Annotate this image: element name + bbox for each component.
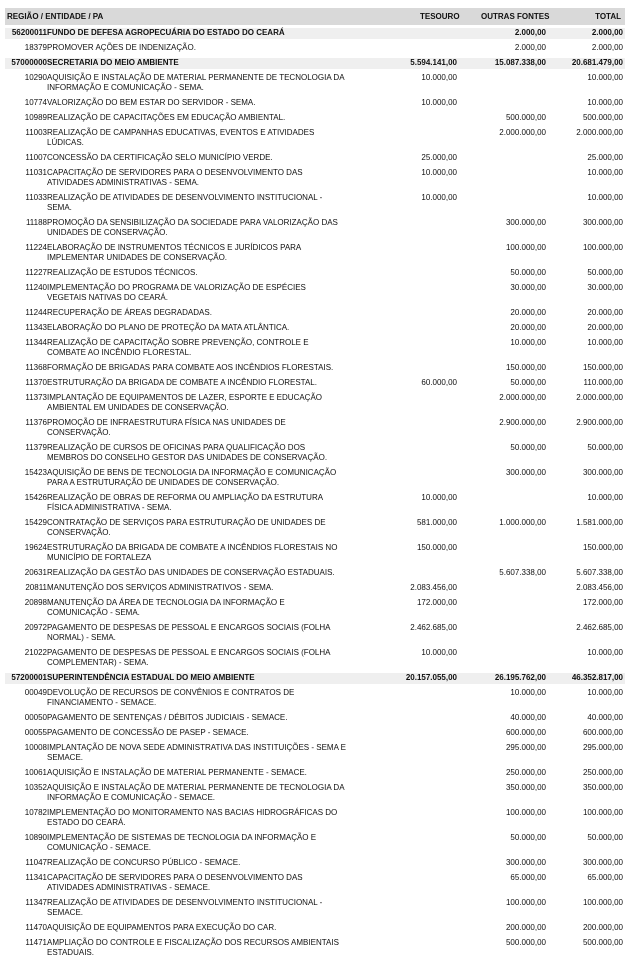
row-description: CONTRATAÇÃO DE SERVIÇOS PARA ESTRUTURAÇÃO DE UNIDADES DE CONSERVAÇÃO. xyxy=(47,518,326,537)
row-outras-fontes: 295.000,00 xyxy=(505,743,546,752)
row-total: 250.000,00 xyxy=(582,768,623,777)
row-outras-fontes: 50.000,00 xyxy=(510,443,546,452)
row-outras-fontes: 2.900.000,00 xyxy=(499,418,546,427)
row-tesouro: 25.000,00 xyxy=(421,153,457,162)
table-row xyxy=(5,193,625,214)
row-description: REALIZAÇÃO DE ATIVIDADES DE DESENVOLVIMENTO INSTITUCIONAL - SEMACE. xyxy=(47,898,323,917)
row-code: 10008 xyxy=(24,743,47,752)
row-code: 57000000 xyxy=(11,58,47,67)
row-outras-fontes: 100.000,00 xyxy=(505,898,546,907)
table-row xyxy=(5,623,625,644)
row-description: IMPLEMENTAÇÃO DE SISTEMAS DE TECNOLOGIA DA INFORMAÇÃO E COMUNICAÇÃO - SEMACE. xyxy=(47,833,317,852)
row-outras-fontes: 300.000,00 xyxy=(505,218,546,227)
row-code: 11240 xyxy=(25,283,47,292)
row-outras-fontes: 2.000.000,00 xyxy=(499,393,546,402)
table-row xyxy=(5,468,625,489)
row-code: 19624 xyxy=(24,543,47,552)
row-outras-fontes: 10.000,00 xyxy=(510,338,546,347)
row-total: 350.000,00 xyxy=(582,783,623,792)
row-total: 295.000,00 xyxy=(582,743,623,752)
entity-row xyxy=(5,673,625,684)
row-outras-fontes: 100.000,00 xyxy=(505,243,546,252)
row-code: 11047 xyxy=(25,858,47,867)
row-description: FUNDO DE DEFESA AGROPECUÁRIA DO ESTADO DO CEARÁ xyxy=(47,28,285,37)
row-total: 300.000,00 xyxy=(582,218,623,227)
row-total: 20.681.479,00 xyxy=(571,58,623,67)
table-row xyxy=(5,493,625,514)
row-code: 20898 xyxy=(24,598,47,607)
row-description: PROMOÇÃO DA SENSIBILIZAÇÃO DA SOCIEDADE PARA VALORIZAÇÃO DAS UNIDADES DE CONSERVAÇÃO. xyxy=(47,218,338,237)
row-description: PAGAMENTO DE SENTENÇAS / DÉBITOS JUDICIAIS - SEMACE. xyxy=(47,713,288,722)
row-outras-fontes: 100.000,00 xyxy=(505,808,546,817)
table-row xyxy=(5,568,625,579)
table-row xyxy=(5,808,625,829)
row-code: 11470 xyxy=(25,923,47,932)
header-regiao: REGIÃO / ENTIDADE / PA xyxy=(7,12,104,21)
row-outras-fontes: 150.000,00 xyxy=(505,363,546,372)
row-description: AQUISIÇÃO E INSTALAÇÃO DE MATERIAL PERMANENTE DE TECNOLOGIA DA INFORMAÇÃO E COMUNICAÇÃO - SEMACE. xyxy=(47,783,345,802)
row-description: PAGAMENTO DE CONCESSÃO DE PASEP - SEMACE. xyxy=(47,728,249,737)
row-tesouro: 150.000,00 xyxy=(416,543,457,552)
row-code: 11224 xyxy=(25,243,47,252)
table-row xyxy=(5,363,625,374)
row-code: 11227 xyxy=(25,268,47,277)
row-total: 172.000,00 xyxy=(582,598,623,607)
row-code: 11373 xyxy=(25,393,47,402)
table-row xyxy=(5,923,625,934)
row-total: 600.000,00 xyxy=(582,728,623,737)
row-description: ELABORAÇÃO DE INSTRUMENTOS TÉCNICOS E JURÍDICOS PARA IMPLEMENTAR UNIDADES DE CONSERVAÇÃO. xyxy=(47,243,301,262)
row-description: SECRETARIA DO MEIO AMBIENTE xyxy=(47,58,179,67)
row-total: 300.000,00 xyxy=(582,858,623,867)
row-code: 11007 xyxy=(25,153,47,162)
row-total: 150.000,00 xyxy=(582,363,623,372)
row-code: 11188 xyxy=(25,218,47,227)
row-description: AQUISIÇÃO DE EQUIPAMENTOS PARA EXECUÇÃO DO CAR. xyxy=(47,923,277,932)
row-description: VALORIZAÇÃO DO BEM ESTAR DO SERVIDOR - SEMA. xyxy=(47,98,256,107)
table-row xyxy=(5,98,625,109)
row-outras-fontes: 300.000,00 xyxy=(505,858,546,867)
table-row xyxy=(5,833,625,854)
row-description: DEVOLUÇÃO DE RECURSOS DE CONVÊNIOS E CONTRATOS DE FINANCIAMENTO - SEMACE. xyxy=(47,688,295,707)
row-outras-fontes: 300.000,00 xyxy=(505,468,546,477)
row-description: AQUISIÇÃO DE BENS DE TECNOLOGIA DA INFORMAÇÃO E COMUNICAÇÃO PARA A ESTRUTURAÇÃO DE UNIDADES DE CONSERVAÇÃO. xyxy=(47,468,337,487)
table-row xyxy=(5,113,625,124)
row-outras-fontes: 600.000,00 xyxy=(505,728,546,737)
row-tesouro: 581.000,00 xyxy=(416,518,457,527)
table-row xyxy=(5,393,625,414)
row-total: 300.000,00 xyxy=(582,468,623,477)
row-total: 20.000,00 xyxy=(587,323,623,332)
row-outras-fontes: 10.000,00 xyxy=(510,688,546,697)
row-total: 1.581.000,00 xyxy=(576,518,623,527)
row-outras-fontes: 500.000,00 xyxy=(505,113,546,122)
row-description: REALIZAÇÃO DE CAMPANHAS EDUCATIVAS, EVENTOS E ATIVIDADES LÚDICAS. xyxy=(47,128,315,147)
row-code: 11376 xyxy=(25,418,47,427)
row-code: 20811 xyxy=(25,583,47,592)
table-row xyxy=(5,323,625,334)
table-row xyxy=(5,858,625,869)
table-row xyxy=(5,443,625,464)
budget-table xyxy=(5,8,625,963)
row-description: IMPLEMENTAÇÃO DO PROGRAMA DE VALORIZAÇÃO DE ESPÉCIES VEGETAIS NATIVAS DO CEARÁ. xyxy=(47,283,306,302)
row-outras-fontes: 65.000,00 xyxy=(510,873,546,882)
row-total: 2.462.685,00 xyxy=(576,623,623,632)
row-outras-fontes: 50.000,00 xyxy=(510,268,546,277)
table-row xyxy=(5,218,625,239)
row-description: REALIZAÇÃO DA GESTÃO DAS UNIDADES DE CONSERVAÇÃO ESTADUAIS. xyxy=(47,568,335,577)
row-description: MANUTENÇÃO DOS SERVIÇOS ADMINISTRATIVOS - SEMA. xyxy=(47,583,274,592)
row-code: 15426 xyxy=(24,493,47,502)
row-code: 11370 xyxy=(25,378,47,387)
row-code: 56200011 xyxy=(11,28,47,37)
row-code: 00049 xyxy=(24,688,47,697)
row-description: AQUISIÇÃO E INSTALAÇÃO DE MATERIAL PERMANENTE - SEMACE. xyxy=(47,768,307,777)
row-code: 15429 xyxy=(24,518,47,527)
row-total: 46.352.817,00 xyxy=(571,673,623,682)
row-code: 11341 xyxy=(25,873,47,882)
row-code: 00050 xyxy=(24,713,47,722)
row-total: 40.000,00 xyxy=(587,713,623,722)
table-row xyxy=(5,648,625,669)
row-description: REALIZAÇÃO DE CURSOS DE OFICINAS PARA QUALIFICAÇÃO DOS MEMBROS DO CONSELHO GESTOR DAS UNIDADES DE CONSERVAÇÃO. xyxy=(47,443,328,462)
row-total: 25.000,00 xyxy=(587,153,623,162)
table-row xyxy=(5,543,625,564)
row-outras-fontes: 350.000,00 xyxy=(505,783,546,792)
row-code: 11033 xyxy=(25,193,47,202)
row-description: PROMOVER AÇÕES DE INDENIZAÇÃO. xyxy=(47,43,196,52)
row-total: 65.000,00 xyxy=(587,873,623,882)
row-total: 50.000,00 xyxy=(587,443,623,452)
row-total: 150.000,00 xyxy=(582,543,623,552)
row-code: 11344 xyxy=(25,338,47,347)
table-row xyxy=(5,898,625,919)
row-total: 50.000,00 xyxy=(587,268,623,277)
row-total: 5.607.338,00 xyxy=(576,568,623,577)
row-total: 2.000,00 xyxy=(591,43,623,52)
row-outras-fontes: 2.000.000,00 xyxy=(499,128,546,137)
table-row xyxy=(5,168,625,189)
entity-row xyxy=(5,58,625,69)
table-row xyxy=(5,518,625,539)
row-code: 11343 xyxy=(25,323,47,332)
row-code: 18379 xyxy=(24,43,47,52)
row-code: 15423 xyxy=(24,468,47,477)
row-total: 30.000,00 xyxy=(587,283,623,292)
row-description: ESTRUTURAÇÃO DA BRIGADA DE COMBATE A INCÊNDIOS FLORESTAIS NO MUNICÍPIO DE FORTALEZA xyxy=(47,543,338,562)
row-outras-fontes: 500.000,00 xyxy=(505,938,546,947)
row-code: 20631 xyxy=(24,568,47,577)
row-total: 500.000,00 xyxy=(582,113,623,122)
row-total: 10.000,00 xyxy=(587,493,623,502)
row-tesouro: 2.462.685,00 xyxy=(410,623,457,632)
row-description: REALIZAÇÃO DE CAPACITAÇÃO SOBRE PREVENÇÃO, CONTROLE E COMBATE AO INCÊNDIO FLORESTAL. xyxy=(47,338,309,357)
table-row xyxy=(5,153,625,164)
row-description: PROMOÇÃO DE INFRAESTRUTURA FÍSICA NAS UNIDADES DE CONSERVAÇÃO. xyxy=(47,418,286,437)
table-row xyxy=(5,713,625,724)
table-body xyxy=(5,25,625,963)
row-code: 11347 xyxy=(25,898,47,907)
row-code: 11003 xyxy=(25,128,47,137)
row-total: 2.000,00 xyxy=(591,28,623,37)
row-total: 2.000.000,00 xyxy=(576,128,623,137)
row-code: 11471 xyxy=(25,938,47,947)
row-tesouro: 10.000,00 xyxy=(421,168,457,177)
row-description: ELABORAÇÃO DO PLANO DE PROTEÇÃO DA MATA ATLÂNTICA. xyxy=(47,323,290,332)
table-row xyxy=(5,728,625,739)
table-row xyxy=(5,873,625,894)
row-outras-fontes: 30.000,00 xyxy=(510,283,546,292)
row-code: 00055 xyxy=(24,728,47,737)
row-description: ESTRUTURAÇÃO DA BRIGADA DE COMBATE A INCÊNDIO FLORESTAL. xyxy=(47,378,317,387)
row-code: 57200001 xyxy=(11,673,47,682)
row-code: 11379 xyxy=(25,443,47,452)
row-tesouro: 20.157.055,00 xyxy=(405,673,457,682)
table-row xyxy=(5,338,625,359)
row-tesouro: 10.000,00 xyxy=(421,493,457,502)
row-outras-fontes: 200.000,00 xyxy=(505,923,546,932)
row-outras-fontes: 250.000,00 xyxy=(505,768,546,777)
table-row xyxy=(5,583,625,594)
row-total: 10.000,00 xyxy=(587,73,623,82)
table-row xyxy=(5,43,625,54)
row-description: REALIZAÇÃO DE ATIVIDADES DE DESENVOLVIMENTO INSTITUCIONAL - SEMA. xyxy=(47,193,323,212)
row-description: REALIZAÇÃO DE CONCURSO PÚBLICO - SEMACE. xyxy=(47,858,241,867)
table-row xyxy=(5,378,625,389)
row-tesouro: 5.594.141,00 xyxy=(410,58,457,67)
table-row xyxy=(5,268,625,279)
row-outras-fontes: 5.607.338,00 xyxy=(499,568,546,577)
row-code: 11031 xyxy=(25,168,47,177)
row-code: 20972 xyxy=(24,623,47,632)
row-outras-fontes: 15.087.338,00 xyxy=(494,58,546,67)
row-tesouro: 10.000,00 xyxy=(421,98,457,107)
row-description: REALIZAÇÃO DE CAPACITAÇÕES EM EDUCAÇÃO AMBIENTAL. xyxy=(47,113,286,122)
row-total: 100.000,00 xyxy=(582,898,623,907)
row-code: 10782 xyxy=(24,808,47,817)
row-tesouro: 172.000,00 xyxy=(416,598,457,607)
row-description: IMPLEMENTAÇÃO DO MONITORAMENTO NAS BACIAS HIDROGRÁFICAS DO ESTADO DO CEARÁ. xyxy=(47,808,338,827)
row-description: SUPERINTENDÊNCIA ESTADUAL DO MEIO AMBIENTE xyxy=(47,673,255,682)
row-tesouro: 60.000,00 xyxy=(421,378,457,387)
row-code: 10061 xyxy=(24,768,47,777)
row-code: 10890 xyxy=(24,833,47,842)
row-total: 2.000.000,00 xyxy=(576,393,623,402)
row-code: 10352 xyxy=(24,783,47,792)
row-code: 10290 xyxy=(24,73,47,82)
row-total: 10.000,00 xyxy=(587,338,623,347)
row-description: CAPACITAÇÃO DE SERVIDORES PARA O DESENVOLVIMENTO DAS ATIVIDADES ADMINISTRATIVAS - SEMACE. xyxy=(47,873,303,892)
row-total: 110.000,00 xyxy=(583,378,623,387)
row-total: 200.000,00 xyxy=(582,923,623,932)
table-row xyxy=(5,418,625,439)
row-code: 11368 xyxy=(25,363,47,372)
header-tesouro: TESOURO xyxy=(420,12,460,21)
row-outras-fontes: 2.000,00 xyxy=(514,43,546,52)
row-total: 10.000,00 xyxy=(587,648,623,657)
row-description: AQUISIÇÃO E INSTALAÇÃO DE MATERIAL PERMANENTE DE TECNOLOGIA DA INFORMAÇÃO E COMUNICAÇÃO - SEMA. xyxy=(47,73,345,92)
header-total: TOTAL xyxy=(595,12,621,21)
table-row xyxy=(5,783,625,804)
row-tesouro: 10.000,00 xyxy=(421,193,457,202)
row-total: 10.000,00 xyxy=(587,193,623,202)
table-row xyxy=(5,308,625,319)
row-description: PAGAMENTO DE DESPESAS DE PESSOAL E ENCARGOS SOCIAIS (FOLHA NORMAL) - SEMA. xyxy=(47,623,331,642)
row-outras-fontes: 26.195.762,00 xyxy=(494,673,546,682)
table-row xyxy=(5,128,625,149)
row-description: CONCESSÃO DA CERTIFICAÇÃO SELO MUNICÍPIO VERDE. xyxy=(47,153,273,162)
row-total: 50.000,00 xyxy=(587,833,623,842)
row-code: 11244 xyxy=(25,308,47,317)
entity-row xyxy=(5,28,625,39)
row-description: FORMAÇÃO DE BRIGADAS PARA COMBATE AOS INCÊNDIOS FLORESTAIS. xyxy=(47,363,334,372)
row-total: 2.900.000,00 xyxy=(576,418,623,427)
row-outras-fontes: 40.000,00 xyxy=(510,713,546,722)
header-outras-fontes: OUTRAS FONTES xyxy=(481,12,550,21)
row-description: IMPLANTAÇÃO DE EQUIPAMENTOS DE LAZER, ESPORTE E EDUCAÇÃO AMBIENTAL EM UNIDADES DE CONSERVAÇÃO. xyxy=(47,393,323,412)
row-description: CAPACITAÇÃO DE SERVIDORES PARA O DESENVOLVIMENTO DAS ATIVIDADES ADMINISTRATIVAS - SEMA. xyxy=(47,168,303,187)
table-row xyxy=(5,283,625,304)
row-description: REALIZAÇÃO DE ESTUDOS TÉCNICOS. xyxy=(47,268,198,277)
row-description: PAGAMENTO DE DESPESAS DE PESSOAL E ENCARGOS SOCIAIS (FOLHA COMPLEMENTAR) - SEMA. xyxy=(47,648,331,667)
row-outras-fontes: 1.000.000,00 xyxy=(499,518,546,527)
row-description: IMPLANTAÇÃO DE NOVA SEDE ADMINISTRATIVA DAS INSTITUIÇÕES - SEMA E SEMACE. xyxy=(47,743,347,762)
row-outras-fontes: 20.000,00 xyxy=(510,323,546,332)
row-description: RECUPERAÇÃO DE ÁREAS DEGRADADAS. xyxy=(47,308,212,317)
row-tesouro: 10.000,00 xyxy=(421,73,457,82)
table-row xyxy=(5,688,625,709)
row-tesouro: 2.083.456,00 xyxy=(410,583,457,592)
row-total: 100.000,00 xyxy=(582,808,623,817)
row-outras-fontes: 50.000,00 xyxy=(510,833,546,842)
row-total: 10.000,00 xyxy=(587,688,623,697)
table-header xyxy=(5,8,625,25)
table-row xyxy=(5,768,625,779)
row-total: 2.083.456,00 xyxy=(576,583,623,592)
row-description: REALIZAÇÃO DE OBRAS DE REFORMA OU AMPLIAÇÃO DA ESTRUTURA FÍSICA ADMINISTRATIVA - SEMA. xyxy=(47,493,323,512)
row-description: MANUTENÇÃO DA ÁREA DE TECNOLOGIA DA INFORMAÇÃO E COMUNICAÇÃO - SEMA. xyxy=(47,598,285,617)
table-row xyxy=(5,243,625,264)
row-outras-fontes: 20.000,00 xyxy=(510,308,546,317)
row-total: 100.000,00 xyxy=(582,243,623,252)
row-code: 10774 xyxy=(24,98,47,107)
row-code: 21022 xyxy=(24,648,47,657)
table-row xyxy=(5,743,625,764)
row-tesouro: 10.000,00 xyxy=(421,648,457,657)
row-total: 10.000,00 xyxy=(587,98,623,107)
row-code: 10989 xyxy=(24,113,47,122)
row-total: 10.000,00 xyxy=(587,168,623,177)
table-row xyxy=(5,938,625,959)
table-row xyxy=(5,598,625,619)
row-outras-fontes: 2.000,00 xyxy=(514,28,546,37)
row-total: 20.000,00 xyxy=(587,308,623,317)
table-row xyxy=(5,73,625,94)
row-total: 500.000,00 xyxy=(582,938,623,947)
row-outras-fontes: 50.000,00 xyxy=(510,378,546,387)
row-description: AMPLIAÇÃO DO CONTROLE E FISCALIZAÇÃO DOS RECURSOS AMBIENTAIS ESTADUAIS. xyxy=(47,938,339,957)
